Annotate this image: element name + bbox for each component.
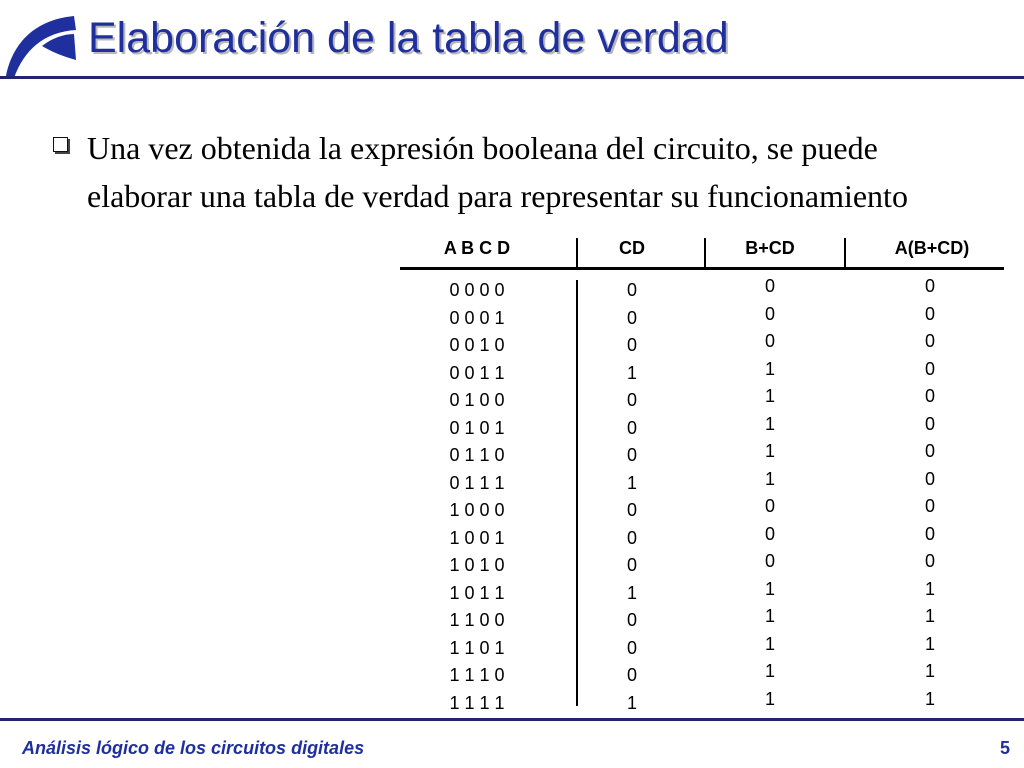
table-cell: 0	[626, 500, 637, 520]
table-cell: 0	[924, 523, 935, 544]
column-divider-1-header	[576, 238, 578, 270]
table-cell: 1	[764, 661, 775, 681]
title-divider	[0, 76, 1024, 79]
table-cell: 0	[626, 555, 637, 575]
table-cell: 0 0 0 1	[449, 307, 505, 328]
table-cell: 0	[626, 445, 637, 465]
table-cell: 1 0 1 0	[449, 555, 505, 575]
table-cell: 1	[764, 688, 775, 709]
table-cell: 1	[924, 606, 935, 626]
table-cell: 0	[924, 386, 935, 406]
table-cell: 0 1 0 0	[449, 390, 505, 410]
slide-title: Elaboración de la tabla de verdad	[88, 14, 729, 62]
table-header-rule	[400, 267, 1004, 270]
swoosh-logo-icon	[2, 10, 82, 82]
table-cell: 0 1 0 1	[449, 417, 505, 438]
column-a-b-plus-cd	[910, 273, 950, 713]
table-cell: 1	[924, 661, 935, 681]
table-cell: 0	[764, 331, 775, 351]
table-cell: 1	[924, 578, 935, 599]
table-cell: 0 1 1 1	[449, 472, 505, 493]
column-divider-2	[704, 238, 706, 270]
table-cell: 0	[626, 417, 637, 438]
column-b-plus-cd	[750, 273, 790, 713]
table-cell: 0	[924, 303, 935, 324]
table-cell: 0	[924, 441, 935, 461]
table-cell: 0	[764, 276, 775, 296]
table-cell: 1	[626, 362, 637, 383]
table-cell: 1 1 0 1	[449, 637, 505, 658]
checkbox-bullet-icon	[53, 137, 68, 152]
table-cell: 0	[626, 280, 637, 300]
table-cell: 1 1 0 0	[449, 610, 505, 630]
column-inputs	[420, 277, 534, 717]
table-cell: 1	[764, 578, 775, 599]
table-cell: 1	[626, 582, 637, 603]
table-cell: 0 0 0 0	[449, 280, 505, 300]
table-cell: 0	[924, 358, 935, 379]
table-cell: 0	[924, 413, 935, 434]
table-cell: 1	[764, 413, 775, 434]
table-cell: 0	[626, 637, 637, 658]
table-cell: 0	[626, 307, 637, 328]
table-cell: 0 0 1 0	[449, 335, 505, 355]
bullet-text: Una vez obtenida la expresión booleana del circuito, se puede elaborar una tabla de verdad para representar su funcionamiento	[87, 130, 908, 214]
table-cell: 0 0 1 1	[449, 362, 505, 383]
table-cell: 0	[626, 335, 637, 355]
table-cell: 1	[764, 358, 775, 379]
table-cell: 1	[764, 386, 775, 406]
table-cell: 1	[764, 468, 775, 489]
table-cell: 0	[924, 276, 935, 296]
footer-course-title: Análisis lógico de los circuitos digitales	[22, 738, 365, 758]
header-a-b-plus-cd: A(B+CD)	[894, 238, 970, 258]
column-divider-3	[844, 238, 846, 270]
column-divider-1	[576, 280, 578, 706]
footer-divider	[0, 718, 1024, 721]
table-cell: 0	[626, 527, 637, 548]
table-cell: 1	[764, 606, 775, 626]
table-cell: 1	[924, 688, 935, 709]
table-cell: 0	[764, 303, 775, 324]
table-cell: 1	[924, 633, 935, 654]
table-cell: 1 1 1 0	[449, 665, 505, 685]
table-cell: 0	[924, 468, 935, 489]
table-cell: 0	[626, 665, 637, 685]
header-inputs: A B C D	[443, 238, 511, 258]
header-cd: CD	[619, 238, 645, 258]
table-cell: 1	[626, 472, 637, 493]
table-cell: 0	[764, 523, 775, 544]
table-cell: 1 0 1 1	[449, 582, 505, 603]
table-cell: 1	[626, 692, 637, 713]
table-cell: 1 0 0 1	[449, 527, 505, 548]
table-cell: 0	[924, 331, 935, 351]
header-b-plus-cd: B+CD	[745, 238, 795, 258]
table-cell: 0	[924, 551, 935, 571]
table-cell: 0	[626, 390, 637, 410]
page-number: 5	[999, 738, 1010, 758]
column-cd	[612, 277, 652, 717]
table-cell: 0 1 1 0	[449, 445, 505, 465]
table-cell: 1	[764, 633, 775, 654]
table-cell: 0	[924, 496, 935, 516]
table-cell: 1 0 0 0	[449, 500, 505, 520]
table-cell: 1	[764, 441, 775, 461]
table-cell: 0	[764, 551, 775, 571]
table-cell: 1 1 1 1	[449, 692, 505, 713]
table-cell: 0	[764, 496, 775, 516]
table-cell: 0	[626, 610, 637, 630]
